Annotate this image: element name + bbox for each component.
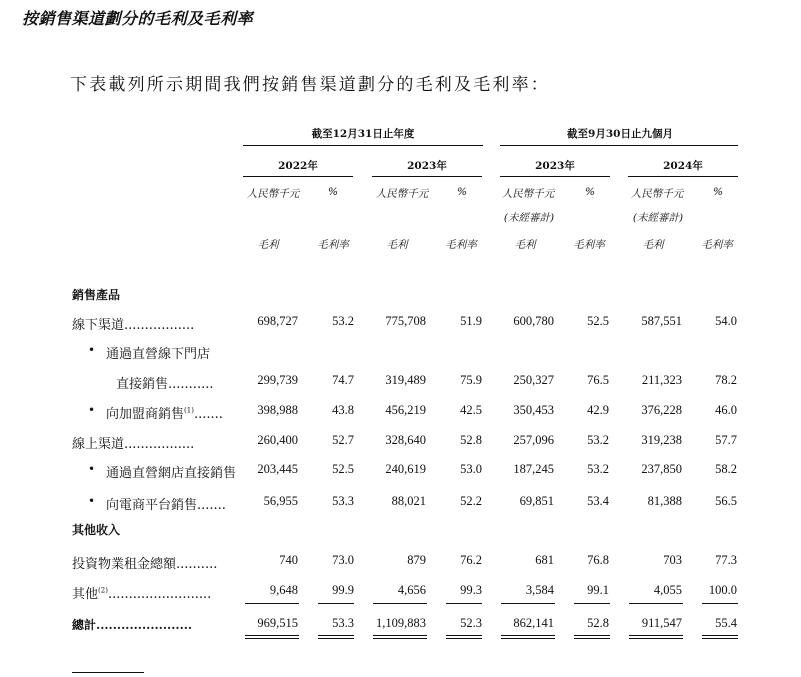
gross-profit-cell: 260,400 — [257, 433, 298, 447]
gross-profit-cell: 4,656 — [397, 583, 426, 597]
gross-margin-cell: 78.2 — [715, 373, 737, 387]
gross-margin-cell: 52.5 — [332, 462, 354, 476]
year-rule — [372, 176, 482, 177]
gross-profit-cell: 698,727 — [257, 314, 298, 328]
row-label-text: 向電商平台銷售 — [106, 498, 198, 513]
gross-profit-cell: 319,489 — [385, 373, 426, 387]
table-row — [0, 462, 801, 482]
gross-margin-cell: 57.7 — [715, 433, 737, 447]
footnote-marker: (1) — [184, 406, 194, 415]
gross-margin-cell: 53.2 — [332, 314, 354, 328]
total-double-rule — [574, 635, 610, 639]
row-label-text: 線下渠道 — [72, 318, 125, 333]
footnote-marker: (2) — [98, 586, 108, 595]
bullet-icon: • — [88, 494, 96, 508]
unit-pct: % — [457, 186, 467, 198]
gross-profit-cell: 587,551 — [641, 314, 682, 328]
gross-profit-cell: 879 — [407, 553, 426, 567]
gross-profit-cell: 969,515 — [257, 616, 298, 630]
gross-profit-cell: 456,219 — [385, 403, 426, 417]
table-row — [0, 433, 801, 453]
row-label — [72, 583, 211, 602]
gross-profit-cell: 88,021 — [391, 494, 426, 508]
section-heading: 按銷售渠道劃分的毛利及毛利率 — [22, 9, 254, 28]
row-label — [72, 286, 120, 303]
gross-margin-cell: 77.3 — [715, 553, 737, 567]
gross-profit-cell: 911,547 — [641, 616, 682, 630]
gross-margin-cell: 99.9 — [332, 583, 354, 597]
col-gross-profit: 毛利 — [386, 239, 408, 251]
col-gross-margin: 毛利率 — [445, 239, 477, 251]
year-2023-nine: 2023年 — [535, 160, 575, 172]
year-2022: 2022年 — [278, 160, 318, 172]
subtotal-rule — [574, 603, 610, 604]
gross-profit-cell: 1,109,883 — [376, 616, 426, 630]
gross-profit-cell: 681 — [535, 553, 554, 567]
unit-rmb: 人民幣千元 — [630, 188, 684, 200]
gross-profit-cell: 69,851 — [519, 494, 554, 508]
table-row — [0, 553, 801, 573]
row-label-text: 線上渠道 — [72, 437, 125, 452]
gross-profit-cell: 350,453 — [513, 403, 554, 417]
gross-margin-cell: 58.2 — [715, 462, 737, 476]
total-double-rule — [629, 635, 683, 639]
unaudited-note: (未經審計) — [632, 212, 684, 224]
row-label-text: 其他 — [72, 587, 99, 602]
total-double-rule — [245, 635, 299, 639]
row-label — [72, 433, 194, 452]
gross-margin-cell: 53.3 — [332, 616, 354, 630]
gross-margin-cell: 46.0 — [715, 403, 737, 417]
table-row — [0, 403, 801, 423]
gross-margin-cell: 55.4 — [715, 616, 737, 630]
gross-profit-cell: 775,708 — [385, 314, 426, 328]
subtotal-rule — [702, 603, 738, 604]
row-label-text: 投資物業租金總額 — [72, 557, 177, 572]
gross-margin-cell: 76.5 — [587, 373, 609, 387]
leader-dots: ....... — [197, 498, 226, 513]
total-row — [0, 616, 801, 636]
total-double-rule — [373, 635, 427, 639]
gross-margin-cell: 53.2 — [587, 433, 609, 447]
subtotal-rule — [629, 603, 683, 604]
leader-dots: ....................... — [96, 618, 193, 632]
col-gross-margin: 毛利率 — [573, 239, 605, 251]
header-group-nine-months: 截至9月30日止九個月 — [567, 128, 673, 140]
gross-margin-cell: 100.0 — [708, 583, 737, 597]
gross-margin-cell: 52.7 — [332, 433, 354, 447]
intro-paragraph: 下表載列所示期間我們按銷售渠道劃分的毛利及毛利率： — [70, 75, 550, 95]
leader-dots: ....... — [193, 407, 223, 422]
subtotal-rule — [318, 603, 354, 604]
year-2024-nine: 2024年 — [663, 160, 703, 172]
gross-profit-cell: 3,584 — [525, 583, 554, 597]
row-label-text: 直接銷售 — [116, 377, 169, 392]
unit-pct: % — [713, 186, 723, 198]
gross-margin-cell: 53.2 — [587, 462, 609, 476]
gross-margin-cell: 75.9 — [460, 373, 482, 387]
gross-profit-cell: 9,648 — [269, 583, 298, 597]
unit-pct: % — [585, 186, 595, 198]
gross-profit-cell: 600,780 — [513, 314, 554, 328]
row-label — [106, 462, 236, 481]
leader-dots: .......... — [176, 557, 218, 572]
col-gross-profit: 毛利 — [257, 239, 279, 251]
row-label — [106, 403, 223, 422]
gross-profit-cell: 398,988 — [257, 403, 298, 417]
unaudited-note: (未經審計) — [503, 212, 555, 224]
gross-profit-cell: 250,327 — [513, 373, 554, 387]
col-gross-profit: 毛利 — [514, 239, 536, 251]
unit-rmb: 人民幣千元 — [375, 188, 429, 200]
header-rule-annual — [243, 145, 483, 146]
gross-profit-cell: 187,245 — [513, 462, 554, 476]
gross-profit-cell: 319,238 — [641, 433, 682, 447]
subtotal-rule — [373, 603, 427, 604]
gross-profit-cell: 740 — [279, 553, 298, 567]
row-label-text: 通過直營線下門店 — [106, 347, 211, 362]
year-rule — [628, 176, 738, 177]
footnote-rule — [72, 672, 144, 673]
subtotal-rule — [501, 603, 555, 604]
row-label — [72, 314, 194, 333]
year-2023-annual: 2023年 — [407, 160, 447, 172]
row-label — [72, 521, 120, 538]
gross-margin-cell: 76.8 — [587, 553, 609, 567]
table-row — [0, 343, 801, 363]
row-label-text: 通過直營網店直接銷售 — [106, 466, 237, 481]
gross-profit-cell: 257,096 — [513, 433, 554, 447]
bullet-icon: • — [88, 403, 96, 417]
gross-profit-cell: 299,739 — [257, 373, 298, 387]
gross-margin-cell: 54.0 — [715, 314, 737, 328]
leader-dots: ......................... — [107, 587, 212, 602]
total-double-rule — [446, 635, 482, 639]
gross-margin-cell: 76.2 — [460, 553, 482, 567]
bullet-icon: • — [88, 462, 96, 476]
section-row — [0, 521, 801, 541]
gross-margin-cell: 52.8 — [460, 433, 482, 447]
subtotal-rule — [245, 603, 299, 604]
row-label — [106, 343, 210, 362]
unit-rmb: 人民幣千元 — [501, 188, 555, 200]
bullet-icon: • — [88, 343, 96, 357]
total-double-rule — [501, 635, 555, 639]
gross-margin-cell: 73.0 — [332, 553, 354, 567]
gross-profit-cell: 211,323 — [641, 373, 682, 387]
gross-profit-cell: 203,445 — [257, 462, 298, 476]
gross-margin-cell: 42.9 — [587, 403, 609, 417]
gross-margin-cell: 53.0 — [460, 462, 482, 476]
gross-profit-cell: 237,850 — [641, 462, 682, 476]
gross-margin-cell: 43.8 — [332, 403, 354, 417]
subtotal-rule — [446, 603, 482, 604]
gross-margin-cell: 52.3 — [460, 616, 482, 630]
row-label — [116, 373, 213, 392]
gross-profit-cell: 240,619 — [385, 462, 426, 476]
year-rule — [243, 176, 353, 177]
table-row — [0, 314, 801, 334]
header-group-annual: 截至12月31日止年度 — [311, 128, 415, 140]
gross-margin-cell: 74.7 — [332, 373, 354, 387]
unit-pct: % — [328, 186, 338, 198]
gross-margin-cell: 52.2 — [460, 494, 482, 508]
gross-profit-cell: 376,228 — [641, 403, 682, 417]
row-label — [72, 616, 192, 633]
row-label-text: 總計 — [72, 618, 97, 632]
year-rule — [500, 176, 610, 177]
row-label — [106, 494, 226, 513]
col-gross-profit: 毛利 — [642, 239, 664, 251]
row-label-text: 銷售產品 — [72, 288, 121, 302]
table-row — [0, 373, 801, 393]
section-row — [0, 286, 801, 306]
gross-margin-cell: 52.5 — [587, 314, 609, 328]
gross-margin-cell: 51.9 — [460, 314, 482, 328]
gross-profit-cell: 328,640 — [385, 433, 426, 447]
unit-rmb: 人民幣千元 — [246, 188, 300, 200]
table-row — [0, 494, 801, 514]
total-double-rule — [318, 635, 354, 639]
gross-margin-cell: 99.3 — [460, 583, 482, 597]
gross-profit-cell: 56,955 — [263, 494, 298, 508]
gross-profit-cell: 81,388 — [647, 494, 682, 508]
total-double-rule — [702, 635, 738, 639]
gross-margin-cell: 52.8 — [587, 616, 609, 630]
header-rule-nine-months — [500, 145, 738, 146]
row-label-text: 其他收入 — [72, 523, 121, 537]
gross-margin-cell: 99.1 — [587, 583, 609, 597]
gross-margin-cell: 42.5 — [460, 403, 482, 417]
gross-profit-cell: 703 — [663, 553, 682, 567]
gross-margin-cell: 56.5 — [715, 494, 737, 508]
col-gross-margin: 毛利率 — [701, 239, 733, 251]
table-row — [0, 583, 801, 603]
leader-dots: ................. — [124, 318, 195, 333]
leader-dots: ........... — [168, 377, 214, 392]
row-label — [72, 553, 217, 572]
row-label-text: 向加盟商銷售 — [106, 407, 185, 422]
col-gross-margin: 毛利率 — [317, 239, 349, 251]
gross-margin-cell: 53.3 — [332, 494, 354, 508]
gross-profit-cell: 862,141 — [513, 616, 554, 630]
gross-margin-cell: 53.4 — [587, 494, 609, 508]
leader-dots: ................. — [124, 437, 195, 452]
gross-profit-cell: 4,055 — [653, 583, 682, 597]
